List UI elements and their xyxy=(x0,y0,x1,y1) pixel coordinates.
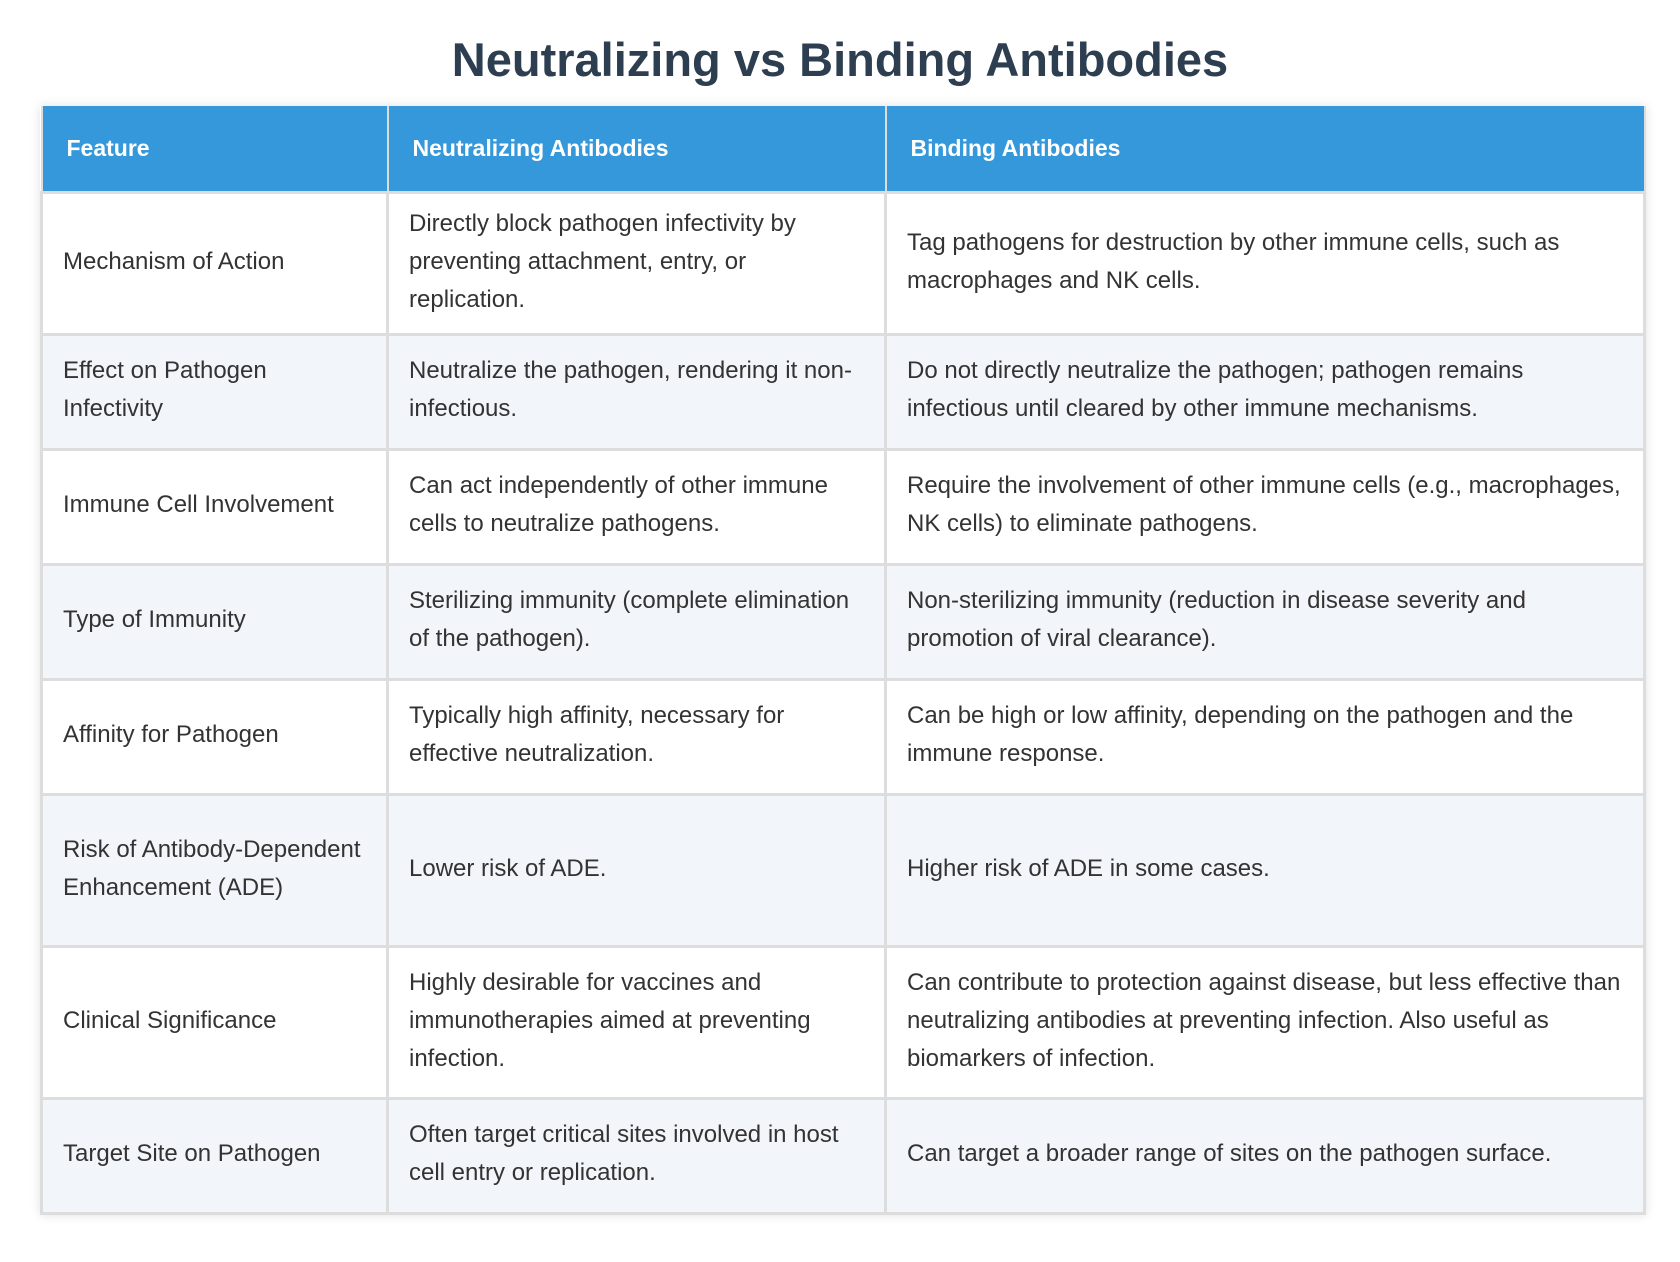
feature-cell: Immune Cell Involvement xyxy=(42,450,388,565)
feature-cell: Affinity for Pathogen xyxy=(42,680,388,795)
feature-cell: Effect on Pathogen Infectivity xyxy=(42,335,388,450)
binding-cell: Can target a broader range of sites on the pathogen surface. xyxy=(886,1099,1645,1214)
table-row xyxy=(42,335,1645,450)
binding-cell: Do not directly neutralize the pathogen; pathogen remains infectious until cleared by other immune mechanisms. xyxy=(886,335,1645,450)
binding-cell: Tag pathogens for destruction by other immune cells, such as macrophages and NK cells. xyxy=(886,193,1645,335)
table-row xyxy=(42,947,1645,1099)
binding-cell: Higher risk of ADE in some cases. xyxy=(886,795,1645,947)
neutralizing-cell: Often target critical sites involved in host cell entry or replication. xyxy=(388,1099,886,1214)
table-row xyxy=(42,193,1645,335)
neutralizing-cell: Typically high affinity, necessary for effective neutralization. xyxy=(388,680,886,795)
neutralizing-cell: Can act independently of other immune cells to neutralize pathogens. xyxy=(388,450,886,565)
binding-cell: Can be high or low affinity, depending on the pathogen and the immune response. xyxy=(886,680,1645,795)
column-header-neutralizing: Neutralizing Antibodies xyxy=(388,106,886,193)
table-row xyxy=(42,1099,1645,1214)
page-title: Neutralizing vs Binding Antibodies xyxy=(451,33,1229,86)
comparison-table xyxy=(40,106,1646,1215)
table-header-row xyxy=(42,106,1645,193)
neutralizing-cell: Highly desirable for vaccines and immunotherapies aimed at preventing infection. xyxy=(388,947,886,1099)
table-row xyxy=(42,565,1645,680)
table-row xyxy=(42,795,1645,947)
neutralizing-cell: Directly block pathogen infectivity by preventing attachment, entry, or replication. xyxy=(388,193,886,335)
binding-cell: Non-sterilizing immunity (reduction in disease severity and promotion of viral clearance). xyxy=(886,565,1645,680)
binding-cell: Require the involvement of other immune cells (e.g., macrophages, NK cells) to eliminate pathogens. xyxy=(886,450,1645,565)
feature-cell: Target Site on Pathogen xyxy=(42,1099,388,1214)
table-row xyxy=(42,450,1645,565)
feature-cell: Type of Immunity xyxy=(42,565,388,680)
neutralizing-cell: Sterilizing immunity (complete elimination of the pathogen). xyxy=(388,565,886,680)
feature-cell: Mechanism of Action xyxy=(42,193,388,335)
table-row xyxy=(42,680,1645,795)
binding-cell: Can contribute to protection against disease, but less effective than neutralizing antibodies at preventing infection. Also useful as biomarkers of infection. xyxy=(886,947,1645,1099)
neutralizing-cell: Neutralize the pathogen, rendering it non-infectious. xyxy=(388,335,886,450)
neutralizing-cell: Lower risk of ADE. xyxy=(388,795,886,947)
feature-cell: Clinical Significance xyxy=(42,947,388,1099)
feature-cell: Risk of Antibody-Dependent Enhancement (ADE) xyxy=(42,795,388,947)
column-header-binding: Binding Antibodies xyxy=(886,106,1645,193)
column-header-feature: Feature xyxy=(42,106,388,193)
